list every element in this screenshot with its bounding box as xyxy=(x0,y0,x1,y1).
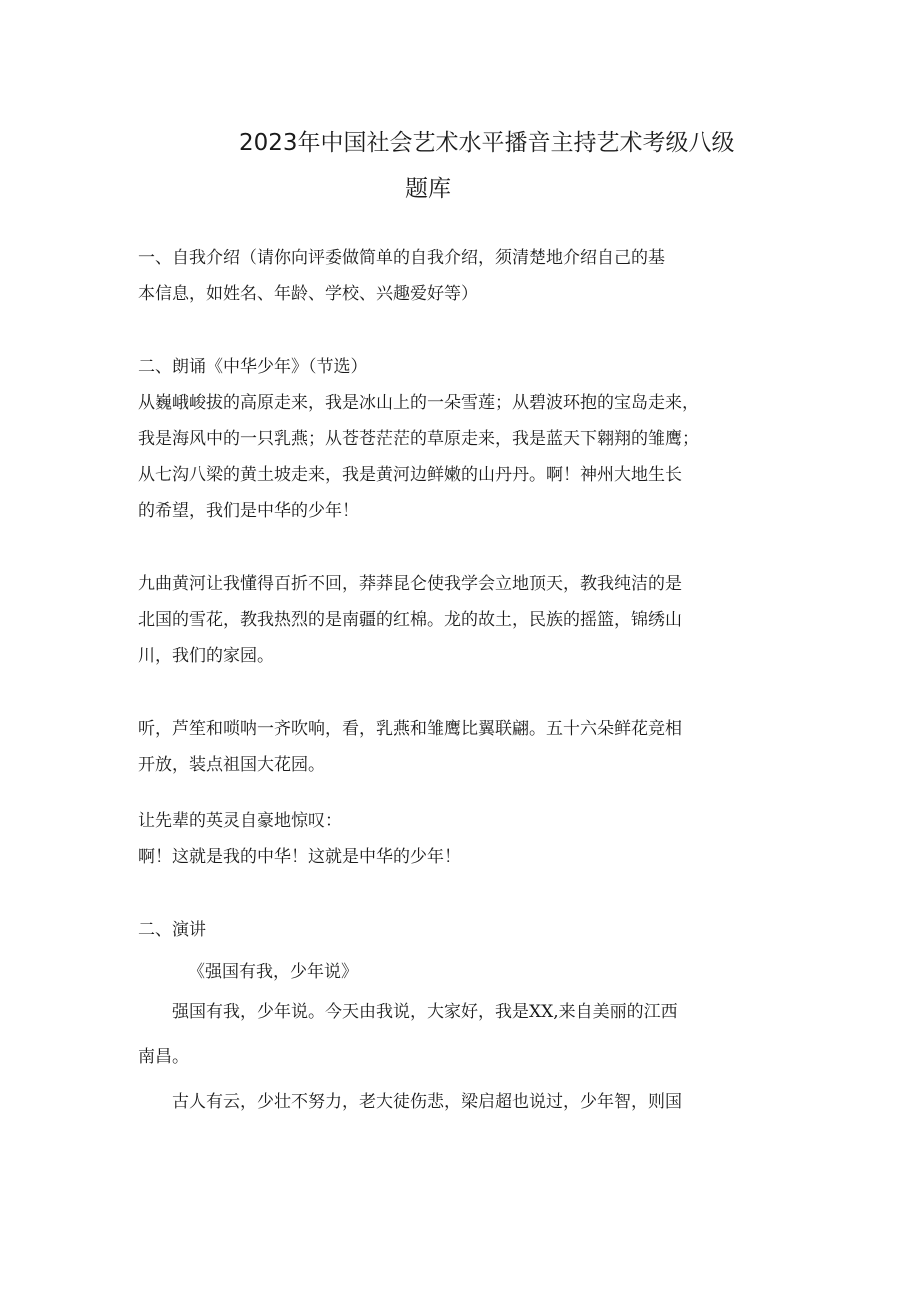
poem-line: 的希望，我们是中华的少年！ xyxy=(138,501,359,521)
document-title-line2: 题库 xyxy=(405,176,451,202)
poem-line: 北国的雪花，教我热烈的是南疆的红棉。龙的故土，民族的摇篮，锦绣山 xyxy=(138,610,682,630)
section3-heading: 二、演讲 xyxy=(138,920,206,940)
poem-line: 啊！这就是我的中华！这就是中华的少年！ xyxy=(138,847,461,867)
section1-heading-line1: 一、自我介绍（请你向评委做简单的自我介绍，须清楚地介绍自己的基 xyxy=(138,248,665,268)
poem-line: 让先辈的英灵自豪地惊叹： xyxy=(138,811,342,831)
poem-line: 开放，装点祖国大花园。 xyxy=(138,755,325,775)
speech-title: 《强国有我，少年说》 xyxy=(188,962,358,982)
document-body xyxy=(138,240,790,1125)
speech-line: 古人有云，少壮不努力，老大徒伤悲，梁启超也说过，少年智，则国 xyxy=(172,1092,682,1112)
poem-line: 九曲黄河让我懂得百折不回，莽莽昆仑使我学会立地顶天，教我纯洁的是 xyxy=(138,574,682,594)
poem-line: 从巍峨峻拔的高原走来，我是冰山上的一朵雪莲；从碧波环抱的宝岛走来， xyxy=(138,393,699,413)
speech-line: 强国有我，少年说。今天由我说，大家好，我是XX,来自美丽的江西 xyxy=(172,1002,678,1022)
poem-line: 川，我们的家园。 xyxy=(138,646,274,666)
section2-heading: 二、朗诵《中华少年》（节选） xyxy=(138,357,368,377)
poem-line: 听，芦笙和唢呐一齐吹响，看，乳燕和雏鹰比翼联翩。五十六朵鲜花竞相 xyxy=(138,719,682,739)
poem-line: 从七沟八梁的黄土坡走来，我是黄河边鲜嫩的山丹丹。啊！神州大地生长 xyxy=(138,465,682,485)
document-title-line1: 2023年中国社会艺术水平播音主持艺术考级八级 xyxy=(239,130,735,156)
section1-heading-line2: 本信息，如姓名、年龄、学校、兴趣爱好等） xyxy=(138,284,478,304)
poem-line: 我是海风中的一只乳燕；从苍苍茫茫的草原走来，我是蓝天下翱翔的雏鹰； xyxy=(138,429,699,449)
speech-line: 南昌。 xyxy=(138,1047,189,1067)
